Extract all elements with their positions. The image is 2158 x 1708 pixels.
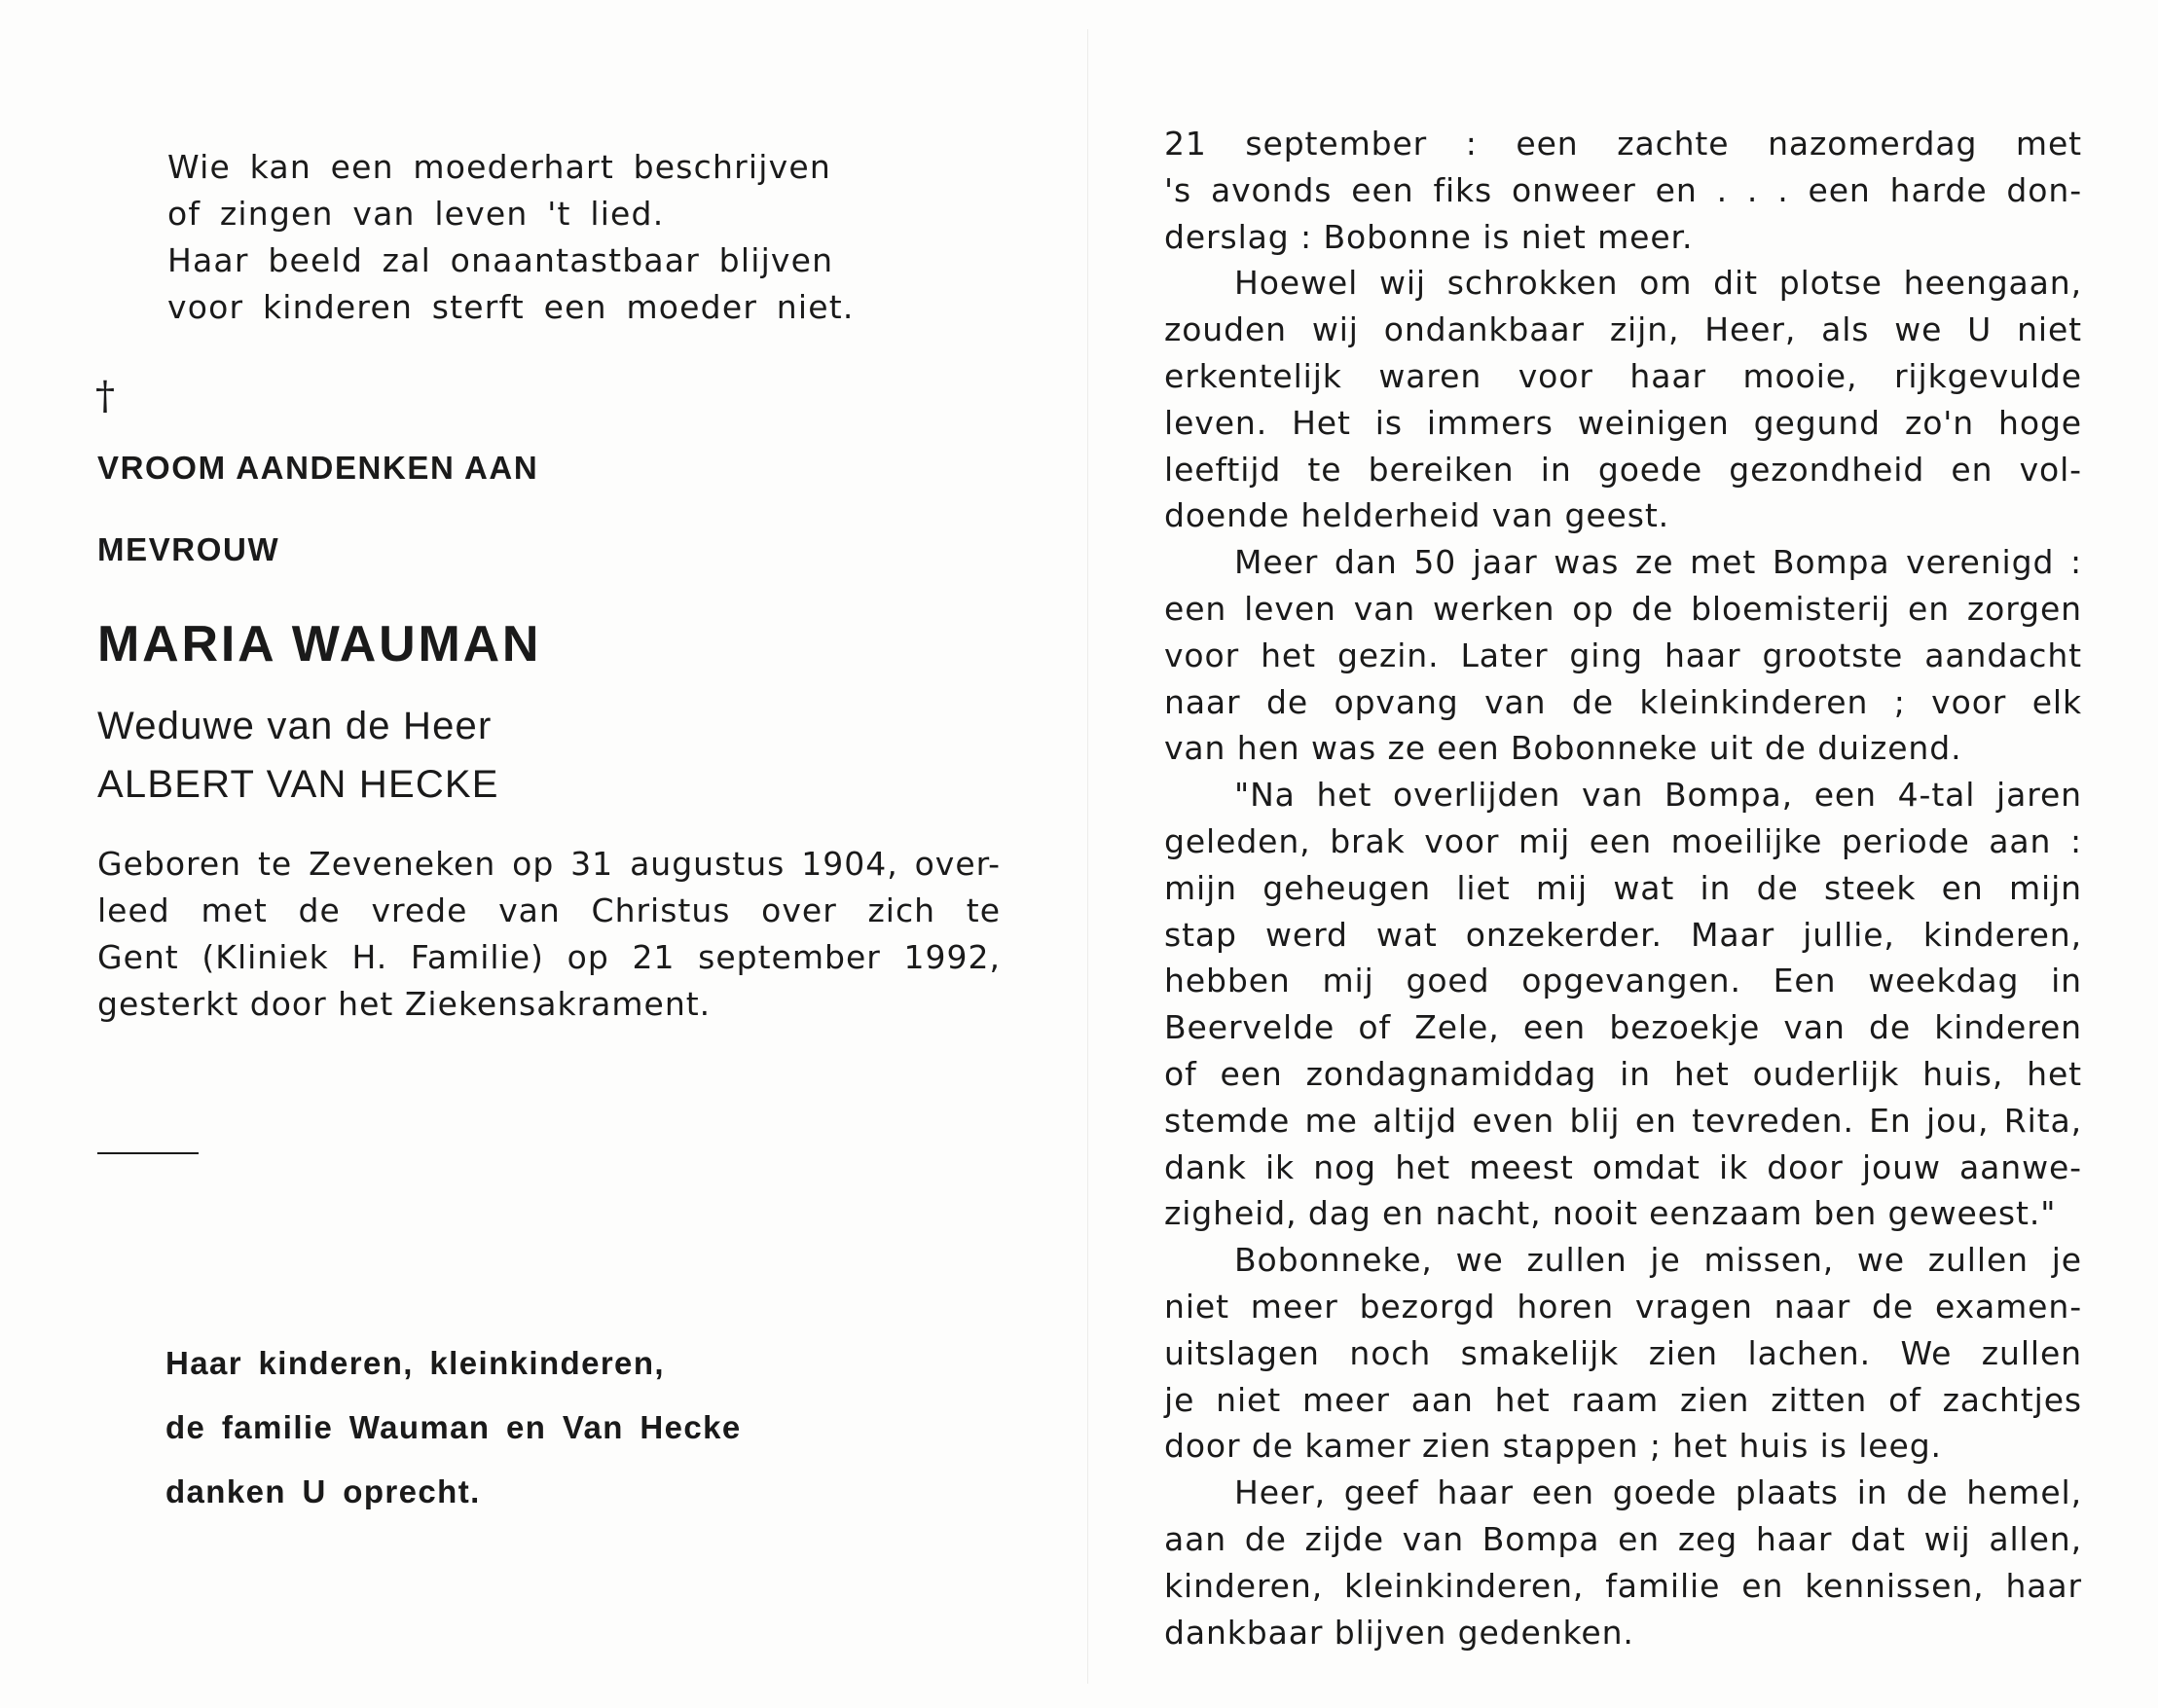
paragraph-line: een leven van werken op de bloemisterij en zorgen bbox=[1164, 589, 2082, 628]
paragraph-line: dankbaar blijven gedenken. bbox=[1164, 1613, 1634, 1652]
poem-line: Wie kan een moederhart beschrijven bbox=[167, 148, 831, 186]
paragraph-line: Meer dan 50 jaar was ze met Bompa verenigd : bbox=[1234, 543, 2082, 582]
cross-icon: † bbox=[95, 374, 115, 418]
paragraph-line: derslag : Bobonne is niet meer. bbox=[1164, 217, 1694, 256]
paragraph-line: zigheid, dag en nacht, nooit eenzaam ben geweest." bbox=[1164, 1194, 2057, 1233]
paragraph-line: erkentelijk waren voor haar mooie, rijkgevulde bbox=[1164, 356, 2082, 395]
birth-death-line: leed met de vrede van Christus over zich te bbox=[97, 891, 1001, 929]
widow-of bbox=[97, 697, 499, 814]
paragraph-line: of een zondagnamiddag in het ouderlijk huis, het bbox=[1164, 1054, 2082, 1093]
paragraph-line: van hen was ze een Bobonneke uit de duizend. bbox=[1164, 729, 1962, 768]
birth-death-line: Gent (Kliniek H. Familie) op 21 september 1992, bbox=[97, 938, 1001, 976]
paragraph-line: doende helderheid van geest. bbox=[1164, 496, 1670, 535]
paragraph-line: door de kamer zien stappen ; het huis is leeg. bbox=[1164, 1427, 1942, 1466]
paragraph-line: aan de zijde van Bompa en zeg haar dat wij allen, bbox=[1164, 1519, 2082, 1558]
paragraph-line: Hoewel wij schrokken om dit plotse heengaan, bbox=[1234, 264, 2082, 303]
paragraph-line: stemde me altijd even blij en tevreden. En jou, Rita, bbox=[1164, 1101, 2082, 1140]
paragraph-line: geleden, brak voor mij een moeilijke periode aan : bbox=[1164, 821, 2082, 860]
paragraph-line: "Na het overlijden van Bompa, een 4-tal jaren bbox=[1234, 776, 2082, 815]
paragraph-line: kinderen, kleinkinderen, familie en kennissen, haar bbox=[1164, 1566, 2082, 1605]
paragraph-line: uitslagen noch smakelijk zien lachen. We zullen bbox=[1164, 1333, 2082, 1372]
paragraph-line: zouden wij ondankbaar zijn, Heer, als we U niet bbox=[1164, 310, 2082, 349]
poem-line: Haar beeld zal onaantastbaar blijven bbox=[167, 241, 834, 279]
paragraph-line: niet meer bezorgd horen vragen naar de examen- bbox=[1164, 1287, 2082, 1326]
honorific: MEVROUW bbox=[97, 531, 280, 567]
memorial-heading: VROOM AANDENKEN AAN bbox=[97, 450, 539, 486]
paragraph-line: voor het gezin. Later ging haar grootste aandacht bbox=[1164, 636, 2082, 674]
right-panel bbox=[1088, 0, 2158, 1708]
spouse-name: ALBERT VAN HECKE bbox=[97, 763, 499, 806]
paragraph-line: mijn geheugen liet mij wat in de steek en mijn bbox=[1164, 868, 2082, 907]
memorial-text bbox=[1164, 121, 2082, 1655]
birth-death-text bbox=[97, 841, 1001, 1028]
birth-death-line: gesterkt door het Ziekensakrament. bbox=[97, 985, 712, 1023]
thanks-line: de familie Wauman en Van Hecke bbox=[165, 1409, 742, 1445]
paragraph-line: je niet meer aan het raam zien zitten of zachtjes bbox=[1164, 1380, 2082, 1419]
paragraph-line: Beervelde of Zele, een bezoekje van de kinderen bbox=[1164, 1008, 2082, 1047]
thanks-line: danken U oprecht. bbox=[165, 1473, 481, 1509]
paragraph-line: stap werd wat onzekerder. Maar jullie, kinderen, bbox=[1164, 915, 2082, 954]
deceased-name: MARIA WAUMAN bbox=[97, 616, 542, 672]
paragraph-line: hebben mij goed opgevangen. Een weekdag in bbox=[1164, 962, 2082, 1000]
paragraph-line: naar de opvang van de kleinkinderen ; voor elk bbox=[1164, 682, 2082, 721]
poem bbox=[167, 144, 868, 331]
thanks-line: Haar kinderen, kleinkinderen, bbox=[165, 1345, 665, 1381]
poem-line: voor kinderen sterft een moeder niet. bbox=[167, 288, 855, 326]
paragraph-line: dank ik nog het meest omdat ik door jouw aanwe- bbox=[1164, 1147, 2082, 1186]
paragraph-line: 21 september : een zachte nazomerdag met bbox=[1164, 125, 2082, 163]
poem-line: of zingen van leven 't lied. bbox=[167, 195, 665, 233]
paragraph-line: Heer, geef haar een goede plaats in de hemel, bbox=[1234, 1473, 2082, 1512]
paragraph-line: leeftijd te bereiken in goede gezondheid en vol- bbox=[1164, 450, 2082, 489]
paragraph-line: leven. Het is immers weinigen gegund zo'n hoge bbox=[1164, 403, 2082, 442]
paragraph-line: 's avonds een fiks onweer en . . . een harde don- bbox=[1164, 170, 2082, 209]
paragraph-line: Bobonneke, we zullen je missen, we zullen je bbox=[1234, 1241, 2082, 1280]
divider bbox=[97, 1152, 199, 1154]
thanks-block bbox=[165, 1331, 944, 1524]
widow-line: Weduwe van de Heer bbox=[97, 705, 493, 747]
birth-death-line: Geboren te Zeveneken op 31 augustus 1904, over- bbox=[97, 845, 1001, 883]
